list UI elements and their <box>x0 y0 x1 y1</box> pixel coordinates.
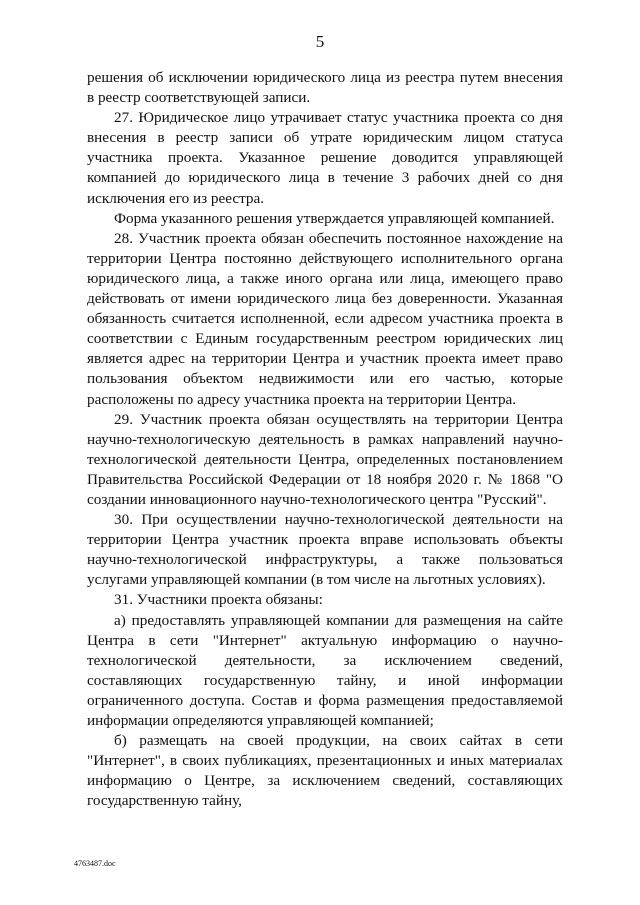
paragraph: а) предоставлять управляющей компании для размещения на сайте Центра в сети "Интернет" актуальную информацию о научно-технологической деятельности, за исключением сведений, составляющих государственную тайну, и иной информации ограниченного доступа. Состав и форма размещения предоставляемой информации определяются управляющей компанией; <box>87 611 563 729</box>
paragraph: решения об исключении юридического лица из реестра путем внесения в реестр соответствующей записи. <box>87 69 563 107</box>
paragraph: 28. Участник проекта обязан обеспечить постоянное нахождение на территории Центра постоянно действующего исполнительного органа юридического лица, а также иного органа или лица, имеющего право действовать от имени юридического лица без доверенности. Указанная обязанность считается исполненной, если адресом участника проекта в соответствии с Единым государственным реестром юридических лиц является адрес на территории Центра и участник проекта имеет право пользования объектом недвижимости или его частью, которые расположены по адресу участника проекта на территории Центра. <box>87 229 563 408</box>
paragraph: 29. Участник проекта обязан осуществлять на территории Центра научно-технологическую деятельность в рамках направлений научно-технологической деятельности Центра, определенных постановлением Правительства Российской Федерации от 18 ноября 2020 г. № 1868 "О создании инновационного научно-технологического центра "Русский". <box>87 410 563 508</box>
paragraph: 27. Юридическое лицо утрачивает статус участника проекта со дня внесения в реестр записи об утрате юридическим лицом статуса участника проекта. Указанное решение доводится управляющей компанией до юридического лица в течение 3 рабочих дней со дня исключения его из реестра. <box>87 109 563 207</box>
paragraph: 31. Участники проекта обязаны: <box>114 591 323 609</box>
footer-document-code: 4763487.doc <box>74 859 116 868</box>
paragraph: 30. При осуществлении научно-технологической деятельности на территории Центра участник проекта вправе использовать объекты научно-технологической инфраструктуры, а также пользоваться услугами управляющей компании (в том числе на льготных условиях). <box>87 511 563 589</box>
document-body <box>87 68 563 811</box>
paragraph: Форма указанного решения утверждается управляющей компанией. <box>114 209 555 227</box>
paragraph: б) размещать на своей продукции, на своих сайтах в сети "Интернет", в своих публикациях, презентационных и иных материалах информацию о Центре, за исключением сведений, составляющих государственную тайну, <box>87 732 563 810</box>
page-number: 5 <box>315 32 325 51</box>
